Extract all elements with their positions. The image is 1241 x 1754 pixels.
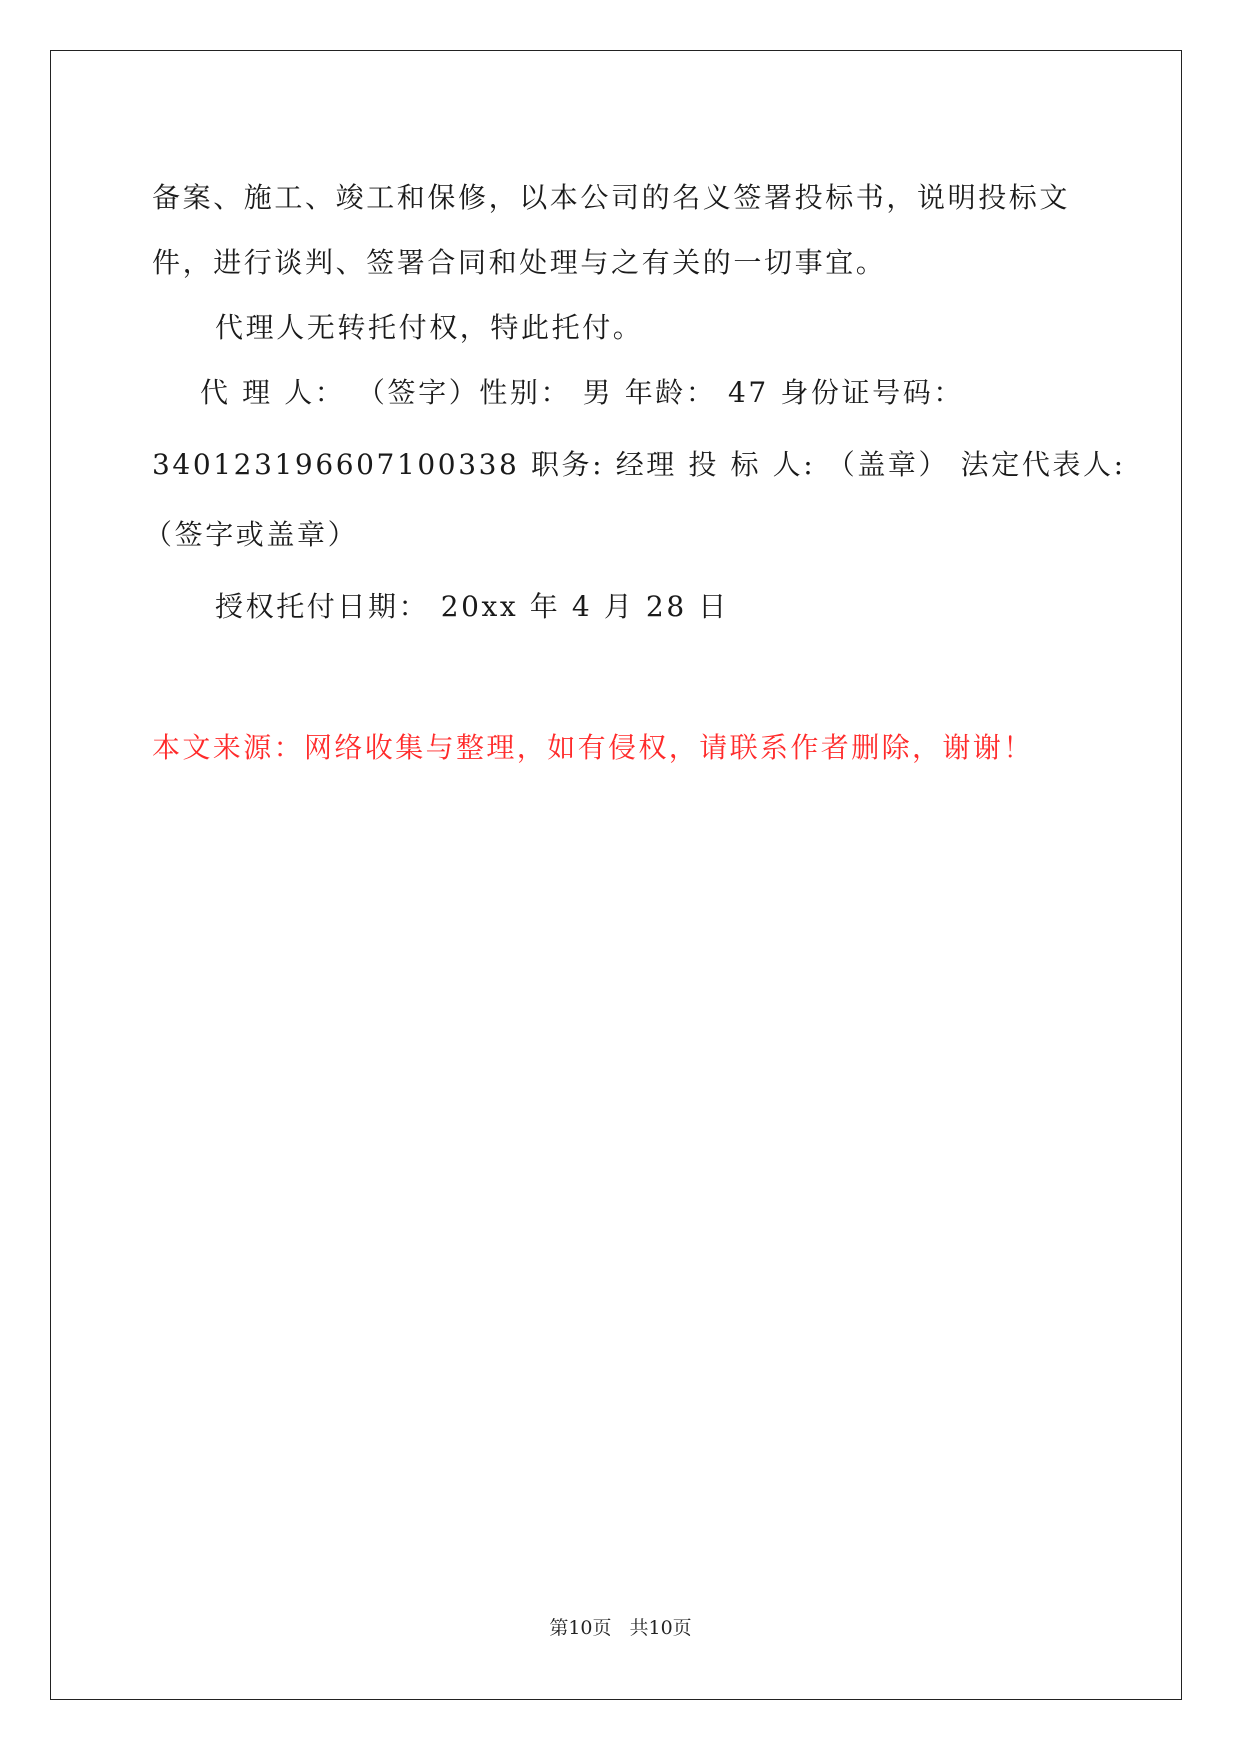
paragraph-1-line-1: 备案、施工、竣工和保修，以本公司的名义签署投标书，说明投标文 <box>152 181 1071 214</box>
page-number: 第10页 <box>549 1617 612 1639</box>
page-border <box>50 50 1182 1700</box>
source-notice: 本文来源：网络收集与整理，如有侵权，请联系作者删除，谢谢！ <box>152 731 1034 764</box>
page-total: 共10页 <box>629 1617 692 1639</box>
page-footer <box>0 1613 1241 1640</box>
agent-info-line-2: 340123196607100338 职务: 经理 投 标 人: （盖章） 法定代表人: <box>152 448 1126 481</box>
authorization-date: 授权托付日期： 20xx 年 4 月 28 日 <box>215 590 729 623</box>
agent-info-line-3: （签字或盖章） <box>144 518 359 551</box>
agent-info-line-1: 代 理 人： （签字）性别： 男 年龄： 47 身份证号码： <box>200 376 964 409</box>
paragraph-2: 代理人无转托付权，特此托付。 <box>215 311 644 344</box>
paragraph-1-line-2: 件，进行谈判、签署合同和处理与之有关的一切事宜。 <box>152 246 887 279</box>
